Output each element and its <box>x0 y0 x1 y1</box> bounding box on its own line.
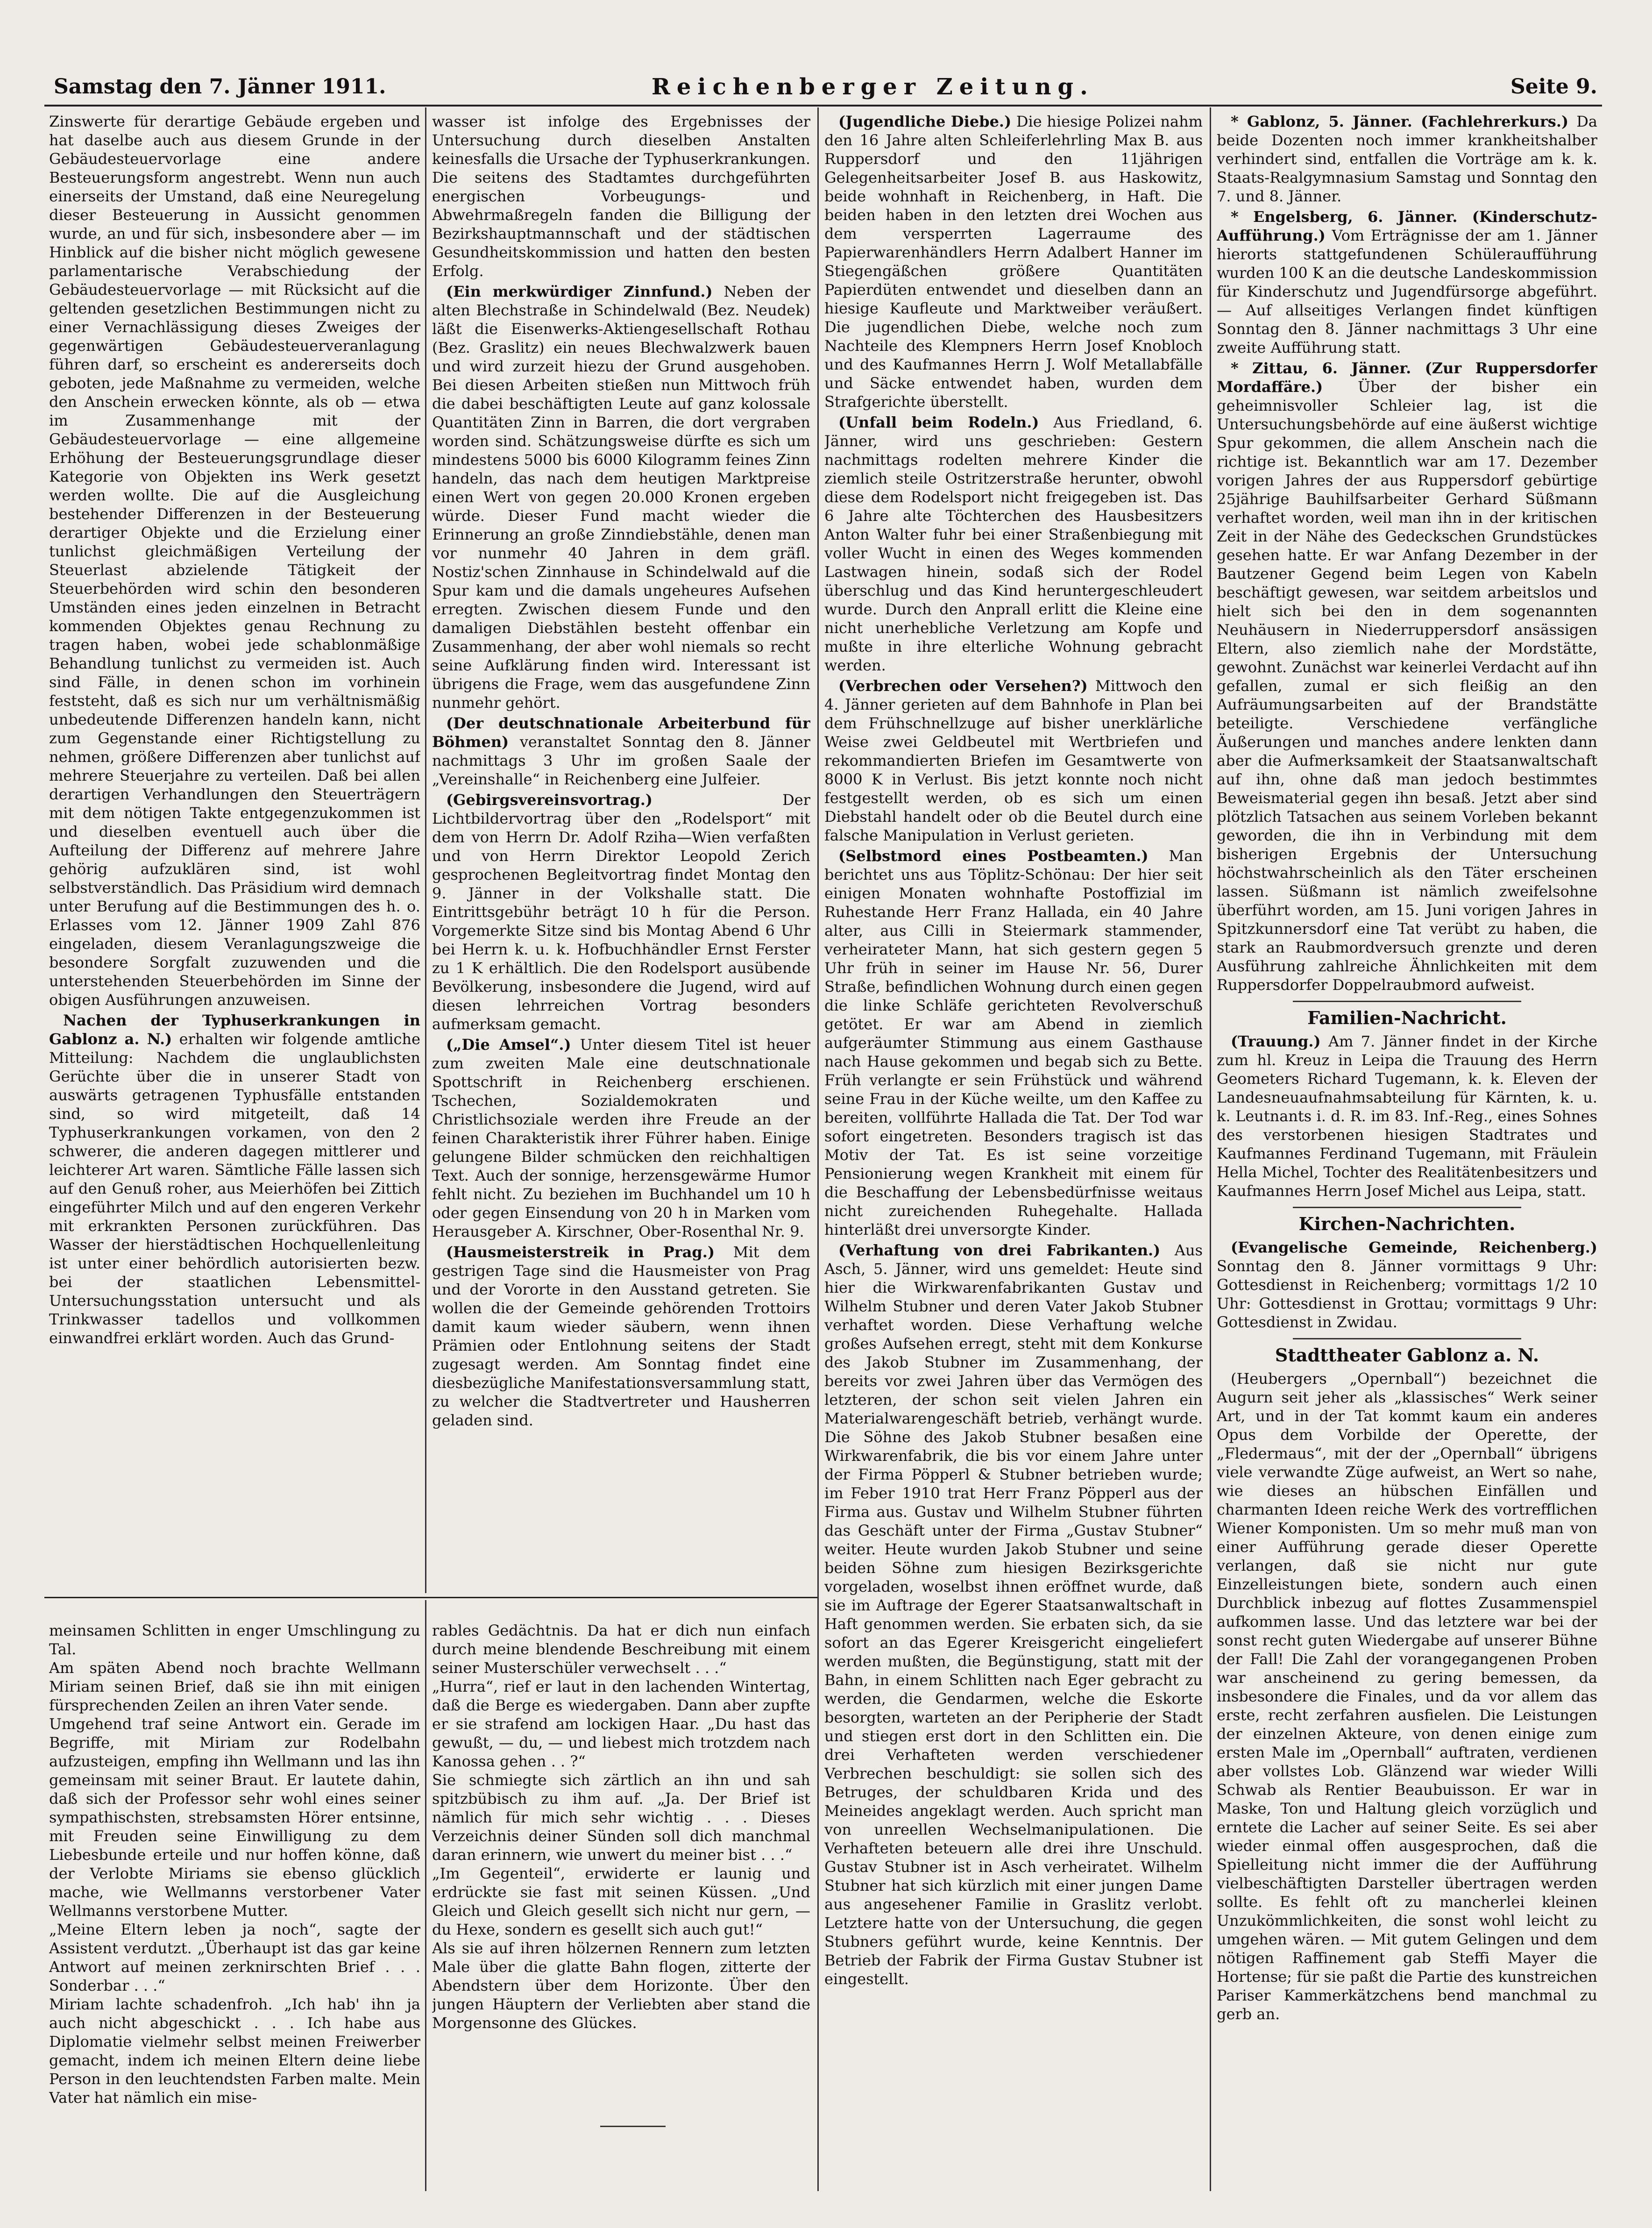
section-divider <box>1293 1338 1521 1339</box>
column-2 <box>432 112 810 1593</box>
issue-date: Samstag den 7. Jänner 1911. <box>54 75 386 99</box>
article-heading: (Evangelische Gemeinde, Reichenberg.) <box>1231 1239 1597 1256</box>
article-text: Neben der alten Blechstraße in Schindelwald (Bez. Neudek) läßt die Eisenwerks-Aktiengesellschaft Rothau (Bez. Graslitz) ein neues Blechwalzwerk bauen und wird zurzeit hiezu der Grund ausgehoben. Bei diesen Arbeiten stießen nun Mittwoch früh die dabei beschäftigten Leute auf ganz kolossale Quantitäten Zinn in Barren, die dort vergraben worden sind. Schätzungsweise dürfte es sich um mindestens 5000 bis 6000 Kilogramm feines Zinn handeln, das nach dem heutigen Marktpreise einen Wert von gegen 20.000 Kronen ergeben würde. Dieser Fund macht wieder die Erinnerung an große Zinndiebstähle, denen man vor nunmehr 40 Jahren in dem gräfl. Nostiz'schen Zinnhause in Schindelwald auf die Spur kam und die damals ungeheures Aufsehen erregten. Zwischen diesem Funde und den damaligen Diebstählen besteht offenbar ein Zusammenhang, der aber wohl niemals so recht seine Aufklärung finden wird. Interessant ist übrigens die Frage, wem das ausgefundene Zinn nunmehr gehört. <box>432 283 810 712</box>
article-heading: Nachen der Typhuserkrankungen in Gablonz a. N.) <box>49 1011 420 1048</box>
article-text: Mittwoch den 4. Jänner gerieten auf dem Bahnhofe in Plan bei dem Frühschnellzuge auf bisher unerklärliche Weise zwei Geldbeutel mit Wertbriefen und rekommandierten Briefen im Gesamtwerte von 8000 K in Verlust. Bis jetzt konnte noch nicht festgestellt werden, ob es sich um einen Diebstahl handelt oder ob die Beutel durch eine falsche Manipulation in Verlust gerieten. <box>824 677 1203 844</box>
column-4 <box>1217 112 1597 2191</box>
article-heading: („Die Amsel“.) <box>446 1036 571 1053</box>
article-heading: (Gebirgsvereinsvortrag.) <box>446 791 653 809</box>
column-rule <box>425 107 426 1593</box>
section-heading: Familien-Nachricht. <box>1307 1007 1507 1028</box>
article-heading: (Der deutschnationale Arbeiterbund für Böhmen) <box>432 714 810 751</box>
column-rule <box>1210 107 1211 2191</box>
section-divider <box>1293 1207 1521 1208</box>
article-heading: (Ein merkwürdiger Zinnfund.) <box>446 283 713 300</box>
column-3 <box>824 112 1203 2191</box>
article-text: Über der bisher ein geheimnisvoller Schleier lag, ist die Untersuchungsbehörde auf eine äußerst wichtige Spur gekommen, die allem Anschein nach die richtige ist. Bekanntlich war am 17. Dezember vorigen Jahres der aus Ruppersdorf gebürtige 25jährige Bauhilfsarbeiter Gerhard Süßmann verhaftet worden, weil man ihn in der kritischen Zeit in der Nähe des Gedeckschen Grundstückes gesehen hatte. Er war Anfang Dezember in der Bautzener Gegend beim Legen von Kabeln beschäftigt gewesen, war seitdem arbeitslos und hielt sich bei den in dem sogenannten Neuhäusern in Niederruppersdorf ansässigen Eltern, also ziemlich nahe der Mordstätte, gewohnt. Zunächst war keinerlei Verdacht auf ihn gefallen, zumal er sich fleißig an den Aufräumungsarbeiten auf der Brandstätte beteiligte. Verschiedene verfängliche Äußerungen und manches andere lenkten dann aber die Aufmerksamkeit der Staatsanwaltschaft auf ihn, ohne daß man jedoch bestimmtes Beweismaterial gegen ihn besaß. Jetzt aber sind plötzlich Tatsachen aus seinem Vorleben bekannt geworden, die ihn in Verbindung mit dem bisherigen Ergebnis der Untersuchung höchstwahrscheinlich als den Täter erscheinen lassen. Süßmann ist nämlich zweifelsohne überführt worden, am 15. Juni vorigen Jahres in Spitzkunnersdorf eine Tat verübt zu haben, die stark an Raubmordversuch grenzte und deren Ausführung zahlreiche Ähnlichkeiten mit dem Ruppersdorfer Doppelraubmord aufweist. <box>1217 378 1597 994</box>
article-heading: (Hausmeisterstreik in Prag.) <box>446 1243 715 1261</box>
article-heading: (Jugendliche Diebe.) <box>838 113 1012 130</box>
article-text: veranstaltet Sonntag den 8. Jänner nachmittags 3 Uhr im großen Saale der „Vereinshalle“ in Reichenberg eine Julfeier. <box>432 733 810 788</box>
column-1 <box>49 112 420 1593</box>
article-text: Aus Asch, 5. Jänner, wird uns gemeldet: Heute sind hier die Wirkwarenfabrikanten Gustav und Wilhelm Stubner und deren Vater Jakob Stubner verhaftet worden. Diese Verhaftung welche großes Aufsehen erregt, steht mit dem Konkurse des Jakob Stubner im Zusammenhang, der bereits vor zwei Jahren über das Vermögen des letzteren, der schon seit vielen Jahren ein Materialwarengeschäft betrieb, verhängt wurde. Die Söhne des Jakob Stubner besaßen eine Wirkwarenfabrik, die bis vor einem Jahre unter der Firma Pöpperl & Stubner betrieben wurde; im Feber 1910 trat Herr Franz Pöpperl aus der Firma aus. Gustav und Wilhelm Stubner führten das Geschäft unter der Firma „Gustav Stubner“ weiter. Heute wurden Jakob Stubner und seine beiden Söhne zum hiesigen Bezirksgerichte vorgeladen, woselbst ihnen eröffnet wurde, daß sie im Auftrage der Egerer Staatsanwaltschaft in Haft genommen werden. Sie erbaten sich, da sie sofort an das Egerer Kreisgericht eingeliefert werden mußten, die Begünstigung, statt mit der Bahn, in einem Schlitten nach Eger gebracht zu werden, die Gendarmen, welche die Eskorte besorgten, warteten an der Peripherie der Stadt und stiegen erst dort in den Schlitten ein. Die drei Verhafteten werden verschiedener Verbrechen beschuldigt: sie sollen sich des Betruges, der schuldbaren Krida und des Meineides angeklagt werden. Auch spricht man von unreellen Wechselmanipulationen. Die Verhafteten beteuern alle drei ihre Unschuld. Gustav Stubner ist in Asch verheiratet. Wilhelm Stubner hat sich kürzlich mit einer jungen Dame aus angesehener Familie in Graslitz verlobt. Letztere hatte von der Untersuchung, die gegen Stubners geführt wurde, keine Kenntnis. Der Betrieb der Fabrik der Firma Gustav Stubner ist eingestellt. <box>824 1241 1203 1988</box>
article-text: Am 7. Jänner findet in der Kirche zum hl. Kreuz in Leipa die Trauung des Herrn Geometers Richard Tugemann, k. k. Eleven der Landesneuaufnahmsabteilung für Kärnten, k. u. k. Leutnants i. d. R. im 83. Inf.-Reg., eines Sohnes des verstorbenen hiesigen Stadtrates und Kaufmannes Ferdinand Tugemann, mit Fräulein Hella Michel, Tochter des Realitätenbesitzers und Kaufmannes Herrn Josef Michel aus Leipa, statt. <box>1217 1032 1597 1200</box>
article-text: Aus Friedland, 6. Jänner, wird uns geschrieben: Gestern nachmittags rodelten mehrere Kinder die ziemlich steile Ostritzerstraße herunter, obwohl diese dem Rodelsport nicht freigegeben ist. Das 6 Jahre alte Töchterchen des Hausbesitzers Anton Walter fuhr bei einer Straßenbiegung mit voller Wucht in einen des Weges kommenden Lastwagen hinein, sodaß sich der Rodel überschlug und das Kind heruntergeschleudert wurde. Durch den Anprall erlitt die Kleine eine nicht unerhebliche Verletzung am Kopfe und mußte in ihre elterliche Wohnung gebracht werden. <box>824 413 1203 674</box>
column-rule <box>425 1600 426 2191</box>
article-text: Da beide Dozenten noch immer krankheitshalber verhindert sind, entfallen die Vorträge am k. k. Staats-Realgymnasium Samstag und Sonntag den 7. und 8. Jänner. <box>1217 113 1597 205</box>
article-heading: * Engelsberg, 6. Jänner. (Kinderschutz-Aufführung.) <box>1217 208 1597 244</box>
column-rule <box>817 107 819 2191</box>
article-text: erhalten wir folgende amtliche Mitteilung: Nachdem die unglaublichsten Gerüchte über die in unserer Stadt von auswärts getragenen Typhusfälle entstanden sind, so wird mitgeteilt, daß 14 Typhuserkrankungen vorkamen, von den 2 schwerer, die anderen dagegen mittlerer und leichterer Art waren. Sämtliche Fälle lassen sich auf den Genuß roher, aus Meierhöfen bei Zittich eingeführter Milch und auf den engeren Verkehr mit erkrankten Personen zurückführen. Das Wasser der hierstädtischen Hochquellenleitung ist unter einer behördlich autorisierten bezw. bei der staatlichen Lebensmittel-Untersuchungsstation untersucht und als Trinkwasser tadellos und vollkommen einwandfrei erklärt worden. Auch das Grund- <box>49 1030 420 1347</box>
article-heading: (Trauung.) <box>1231 1032 1321 1050</box>
end-ornament <box>600 2126 666 2127</box>
feuilleton-column-1 <box>49 1602 420 2191</box>
article-heading: (Selbstmord eines Postbeamten.) <box>838 847 1149 865</box>
article-heading: * Zittau, 6. Jänner. (Zur Ruppersdorfer Mordaffäre.) <box>1217 359 1597 396</box>
section-heading: Kirchen-Nachrichten. <box>1298 1213 1516 1234</box>
feuilleton-rule <box>44 1597 817 1598</box>
article-text: Vom Erträgnisse der am 1. Jänner hierorts stattgefundenen Schüleraufführung wurden 100 K an die deutsche Landeskommission für Kinderschutz und Jugendfürsorge abgeführt. — Auf allseitiges Verlangen findet künftigen Sonntag den 8. Jänner nachmittags 3 Uhr eine zweite Aufführung statt. <box>1217 227 1597 356</box>
article-text: Unter diesem Titel ist heuer zum zweiten Male eine deutschnationale Spottschrift in Reichenberg erschienen. Tschechen, Sozialdemokraten und Christlichsoziale werden ihre Freude an der feinen Charakteristik ihrer Führer haben. Einige gelungene Bilder schmücken den reichhaltigen Text. Auch der sonnige, herzensgewärme Humor fehlt nicht. Zu beziehen im Buchhandel um 10 h oder gegen Einsendung von 20 h in Marken vom Herausgeber A. Kirschner, Ober-Rosenthal Nr. 9. <box>432 1036 810 1240</box>
feuilleton-text: rables Gedächtnis. Da hat er dich nun einfach durch meine blendende Beschreibung mit einem seiner Musterschüler verwechselt . . .“ „Hurra“, rief er laut in den lachenden Wintertag, daß die Berge es wiedergaben. Dann aber zupfte er sie strafend am lockigen Haar. „Du hast das gewußt, — du, — und liebest mich trotzdem nach Kanossa gehen . . ?“ Sie schmiegte sich zärtlich an ihn und sah spitzbübisch zu ihm auf. „Ja. Der Brief ist nämlich für mich sehr wichtig . . . Dieses Verzeichnis deiner Sünden soll dich manchmal daran erinnern, wie unwert du meiner bist . . .“ „Im Gegenteil“, erwiderte er launig und erdrückte sie fast mit seinen Küssen. „Und Gleich und Gleich gesellt sich nicht nur gern, — du Hexe, sondern es gesellt sich auch gut!“ Als sie auf ihren hölzernen Rennern zum letzten Male über die glatte Bahn flogen, zitterte der Abendstern über dem Horizonte. Über den jungen Häuptern der Verliebten aber stand die Morgensonne des Glückes. <box>432 1622 810 2032</box>
newspaper-title: Reichenberger Zeitung. <box>652 74 1094 100</box>
feuilleton-text: meinsamen Schlitten in enger Umschlingung zu Tal. Am späten Abend noch brachte Wellmann Miriam seinen Brief, daß sie ihn mit einigen fürsprechenden Zeilen an ihren Vater sende. Umgehend traf seine Antwort ein. Gerade im Begriffe, mit Miriam zur Rodelbahn aufzusteigen, empfing ihn Wellmann und las ihn gemeinsam mit seiner Braut. Er lautete dahin, daß sich der Professor sehr wohl eines seiner sympathischsten, strebsamsten Hörer entsinne, mit Freuden seine Einwilligung zu dem Liebesbunde erteile und nur hoffen könne, daß der Verlobte Miriams sie ebenso glücklich mache, wie Wellmanns verstorbener Vater Wellmanns verstorbene Mutter. „Meine Eltern leben ja noch“, sagte der Assistent verdutzt. „Überhaupt ist das gar keine Antwort auf meinen zerknirschten Brief . . . Sonderbar . . .“ Miriam lachte schadenfroh. „Ich hab' ihn ja auch nicht abgeschickt . . . Ich habe aus Diplomatie vielmehr selbst meinen Freiwerber gemacht, indem ich meinen Eltern deine liebe Person in den leuchtendsten Farben malte. Mein Vater hat nämlich ein mise- <box>49 1622 420 2107</box>
article-text: Der Lichtbildervortrag über den „Rodelsport“ mit dem von Herrn Dr. Adolf Rziha—Wien verfaßten und von Herrn Direktor Leopold Zerich gesprochenen Begleitvortrag findet Montag den 9. Jänner in der Volkshalle statt. Die Eintrittsgebühr beträgt 10 h für die Person. Vorgemerkte Sitze sind bis Montag Abend 6 Uhr bei Herrn k. u. k. Hofbuchhändler Ernst Ferster zu 1 K erhältlich. Die den Rodelsport ausübende Bevölkerung, insbesondere die Jugend, wird auf diesen lehrreichen Vortrag besonders aufmerksam gemacht. <box>432 791 810 1033</box>
newspaper-page <box>44 70 1602 2191</box>
article-text: Zinswerte für derartige Gebäude ergeben und hat daselbe auch aus diesem Grunde in der Gebäudesteuervorlage eine andere Besteuerungsform angestrebt. Wenn nun auch einerseits der Umstand, daß eine Neuregelung dieser Besteuerung in Aussicht genommen wurde, an und für sich, insbesondere aber — im Hinblick auf die bisher nicht möglich gewesene parlamentarische Verabschiedung der Gebäudesteuervorlage — mit Rücksicht auf die geltenden gesetzlichen Bestimmungen nicht zu einer Vernachlässigung dieses Zweiges der gegenwärtigen Gebäudesteuerveranlagung führen darf, so erscheint es andererseits doch geboten, jede Maßnahme zu vermeiden, welche den Anschein erwecken könnte, als ob — etwa im Zusammenhange mit der Gebäudesteuervorlage — eine allgemeine Erhöhung der Besteuerungsgrundlage dieser Kategorie von Objekten ins Werk gesetzt werden wollte. Die auf die Ausgleichung bestehender Differenzen in der Besteuerung derartiger Objekte und die Erzielung einer tunlichst gleichmäßigen Verteilung der Steuerlast abzielende Tätigkeit der Steuerbehörden wird schin den besonderen Umständen eines jeden einzelnen in Betracht kommenden Objektes genau Rechnung zu tragen haben, wobei jede schablonmäßige Behandlung tunlichst zu vermeiden ist. Auch sind Fälle, in denen schon im vorhinein feststeht, daß es sich nur um verhältnismäßig unbedeutende Differenzen handeln kann, nicht zum Gegenstande einer Richtigstellung zu nehmen, größere Differenzen aber tunlichst auf mehrere Steuerjahre zu verteilen. Daß bei allen derartigen Verhandlungen den Steuerträgern mit dem nötigen Takte entgegenzukommen ist und dieselben eventuell auch über die Aufteilung der Differenz auf mehrere Jahre gehörig aufzuklären sind, ist wohl selbstverständlich. Das Präsidium wird demnach unter Berufung auf die Bestimmungen des h. o. Erlasses vom 12. Jänner 1909 Zahl 876 eingeladen, diesem Veranlagungszweige die besondere Sorgfalt zuzuwenden und die unterstehenden Steuerbehörden im Sinne der obigen Ausführungen anzuweisen. <box>49 113 420 1009</box>
masthead-rule <box>44 105 1602 107</box>
section-divider <box>1293 1001 1521 1002</box>
article-text: Mit dem gestrigen Tage sind die Hausmeister von Prag und der Vororte in den Ausstand getreten. Sie wollen die der Gemeinde gehörenden Trottoirs damit kaum wieder säubern, wenn ihnen Prämien oder Entlohnung seitens der Stadt zugesagt werden. Am Sonntag findet eine diesbezügliche Manifestationsversammlung statt, zu welcher die Stadtvertreter und Hausherren geladen sind. <box>432 1243 810 1429</box>
masthead <box>44 70 1602 103</box>
article-heading: (Verbrechen oder Versehen?) <box>838 677 1088 695</box>
article-text: Sonntag den 8. Jänner vormittags 9 Uhr: Gottesdienst in Reichenberg; vormittags 1/2 10 Uhr: Gottesdienst in Grottau; vormittags 9 Uhr: Gottesdienst in Zwidau. <box>1217 1257 1597 1331</box>
article-heading: * Gablonz, 5. Jänner. (Fachlehrerkurs.) <box>1231 113 1569 130</box>
article-text: wasser ist infolge des Ergebnisses der Untersuchung durch dieselben Anstalten keinesfalls die Ursache der Typhuserkrankungen. Die seitens des Stadtamtes durchgeführten energischen Vorbeugungs- und Abwehrmaßregeln fanden die Billigung der Bezirkshauptmannschaft und der städtischen Gesundheitskommission und hatten den besten Erfolg. <box>432 113 810 280</box>
article-text: Man berichtet uns aus Töplitz-Schönau: Der hier seit einigen Monaten wohnhafte Postoffizial im Ruhestande Herr Franz Hallada, ein 40 Jahre alter, aus Cilli in Steiermark stammender, verheirateter Mann, hat sich gestern gegen 5 Uhr früh in seiner im Hause Nr. 56, Durer Straße, befindlichen Wohnung durch einen gegen die linke Schläfe gerichteten Revolverschuß getötet. Er war am Abend in ziemlich aufgeräumter Stimmung aus einem Gasthause nach Hause gekommen und begab sich zu Bette. Früh verlangte er sein Frühstück und während seine Frau in der Küche weilte, um den Kaffee zu bereiten, vollführte Hallada die Tat. Der Tod war sofort eingetreten. Besonders tragisch ist das Motiv der Tat. Es ist seine vorzeitige Pensionierung wegen Krankheit mit einem für die Beschaffung der Lebensbedürfnisse weitaus nicht zureichenden Ruhegehalte. Hallada hinterläßt drei unversorgte Kinder. <box>824 847 1203 1239</box>
article-text: Die hiesige Polizei nahm den 16 Jahre alten Schleiferlehrling Max B. aus Ruppersdorf und den 11jährigen Gelegenheitsarbeiter Josef B. aus Haskowitz, beide wohnhaft in Reichenberg, in Haft. Die beiden haben in den letzten drei Wochen aus dem versperrten Lagerraume des Papierwarenhändlers Herrn Adalbert Hanner im Stiegengäßchen größere Quantitäten Papierdüten entwendet und dieselben dann an hiesige Kaufleute und Marktweiber veräußert. Die jugendlichen Diebe, welche noch zum Nachteile des Klempners Herrn Josef Knobloch und des Kaufmannes Herrn J. Wolf Metallabfälle und Säcke entwendet haben, wurden dem Strafgerichte überstellt. <box>824 113 1203 411</box>
article-text: (Heubergers „Opernball“) bezeichnet die Augurn seit jeher als „klassisches“ Werk seiner Art, und in der Tat kommt kaum ein anderes Opus dem Vorbilde der Operette, der „Fledermaus“, mit der der „Opernball“ übrigens viele verwandte Züge aufweist, an Wert so nahe, wie dieses an hübschen Einfällen und charmanten Ideen reiche Werk des vortrefflichen Wiener Komponisten. Um so mehr muß man von einer Aufführung gerade dieser Operette verlangen, daß sie nicht nur gute Einzelleistungen biete, sondern auch einen Durchblick inbezug auf flottes Zusammenspiel aufkommen lasse. Und das letztere war bei der sonst recht guten Wiedergabe auf unserer Bühne der Fall! Die Zahl der vorangegangenen Proben war anscheinend zu gering bemessen, da insbesondere die Finales, und da vor allem das erste, recht zerfahren ausfielen. Die Leistungen der einzelnen Akteure, von denen einige zum ersten Male im „Opernball“ auftraten, verdienen aber vollstes Lob. Glänzend war wieder Willi Schwab als Rentier Beaubuisson. Er war in Maske, Ton und Haltung gleich vorzüglich und erntete die Lacher auf seiner Seite. Es sei aber wieder einmal offen ausgesprochen, daß die Spielleitung nicht immer die der Aufführung vielbeschäftigten Darsteller übertragen werden sollte. Es fehlt oft zu mancherlei kleinen Unzukömmlichkeiten, die sonst wohl leicht zu umgehen wären. — Mit gutem Gelingen und dem nötigen Raffinement gab Steffi Mayer die Hortense; für sie paßt die Partie des kunstreichen Pariser Kammerkätzchens bend manchmal zu gerb an. <box>1217 1370 1597 2023</box>
article-heading: (Unfall beim Rodeln.) <box>838 413 1039 431</box>
article-heading: (Verhaftung von drei Fabrikanten.) <box>838 1241 1161 1259</box>
page-number: Seite 9. <box>1510 75 1597 99</box>
section-heading: Stadttheater Gablonz a. N. <box>1275 1345 1539 1366</box>
feuilleton-column-2 <box>432 1602 810 2116</box>
